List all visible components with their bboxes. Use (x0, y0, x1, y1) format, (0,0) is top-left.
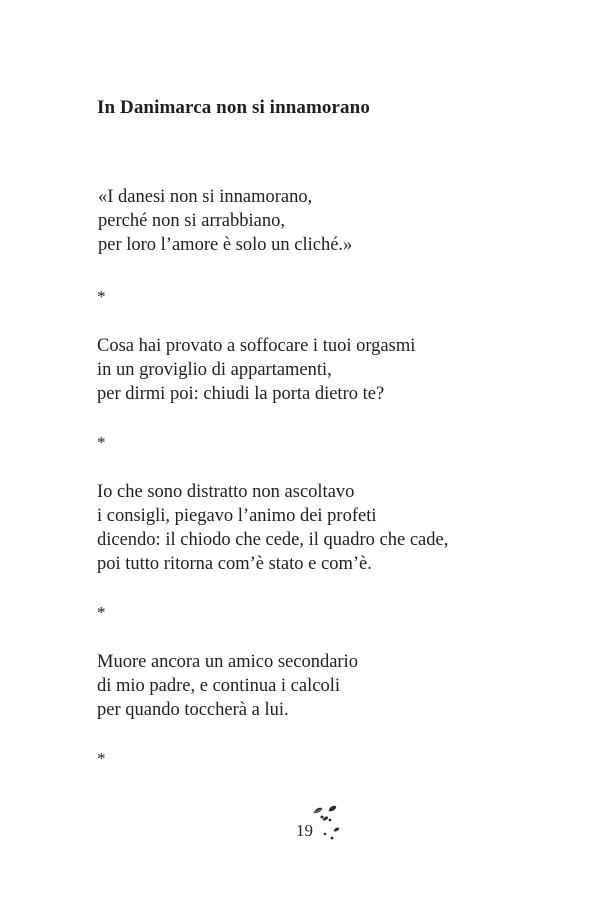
section-separator: * (97, 287, 106, 306)
leaf-sprig-icon (308, 801, 344, 841)
verse-line: per quando toccherà a lui. (97, 700, 289, 720)
verse-line: i consigli, piegavo l’animo dei profeti (97, 506, 377, 526)
verse-line: Muore ancora un amico secondario (97, 652, 358, 672)
section-separator: * (97, 749, 106, 768)
stanza-3 (97, 480, 448, 576)
verse-line: Cosa hai provato a soffocare i tuoi orgasmi (97, 336, 416, 356)
verse-line: «I danesi non si innamorano, (98, 187, 313, 207)
verse-line: dicendo: il chiodo che cede, il quadro che cade, (97, 530, 449, 550)
verse-line: in un groviglio di appartamenti, (97, 360, 332, 380)
verse-line: per loro l’amore è solo un cliché.» (98, 235, 353, 255)
verse-line: di mio padre, e continua i calcoli (97, 676, 340, 696)
verse-line: Io che sono distratto non ascoltavo (97, 482, 355, 502)
section-separator: * (97, 433, 106, 452)
page-footer (0, 795, 600, 845)
verse-line: perché non si arrabbiano, (98, 211, 285, 231)
stanza-1 (98, 185, 352, 257)
stanza-4 (97, 650, 358, 722)
verse-line: per dirmi poi: chiudi la porta dietro te? (97, 384, 385, 404)
section-separator: * (97, 603, 106, 622)
verse-line: poi tutto ritorna com’è stato e com’è. (97, 554, 372, 574)
poem-title: In Danimarca non si innamorano (97, 97, 370, 118)
stanza-2 (97, 334, 415, 406)
page-number: 19 (296, 821, 313, 840)
